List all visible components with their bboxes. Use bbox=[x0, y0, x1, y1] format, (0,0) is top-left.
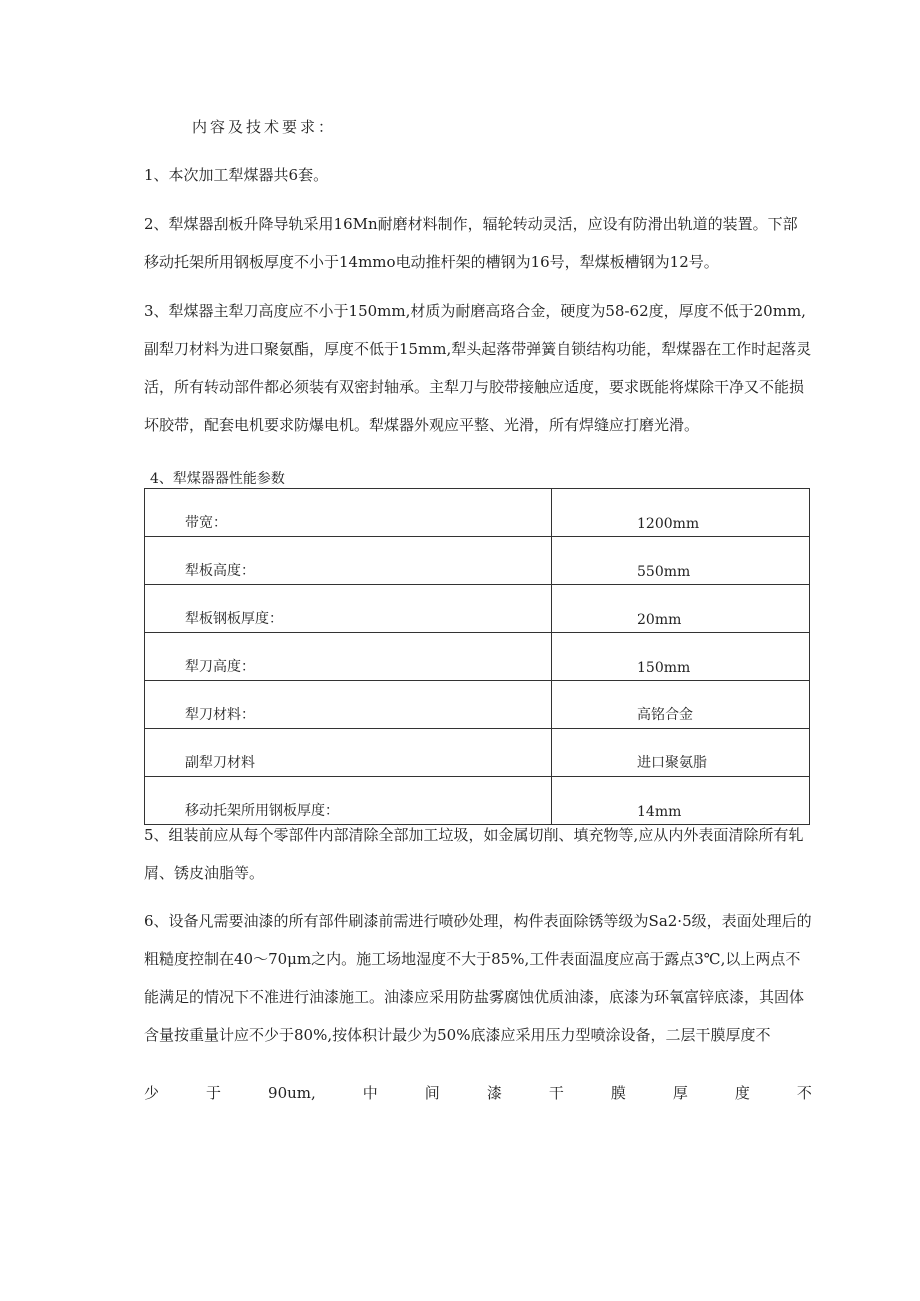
table-row bbox=[145, 681, 810, 729]
paragraph-2: 2、犁煤器刮板升降导轨采用16Mn耐磨材料制作，辐轮转动灵活，应设有防滑出轨道的装置。下部移动托架所用钢板厚度不小于14mmo电动推杆架的槽钢为16号，犁煤板槽钢为12号。 bbox=[144, 215, 798, 271]
line-word: 90um, bbox=[268, 1084, 316, 1102]
table-row bbox=[145, 633, 810, 681]
line-word: 厚 bbox=[672, 1084, 688, 1102]
paragraph-6: 6、设备凡需要油漆的所有部件刷漆前需进行喷砂处理，构件表面除锈等级为Sa2·5级，表面处理后的粗糙度控制在40～70μm之内。施工场地湿度不大于85%,工件表面温度应高于露点3℃,以上两点不能满足的情况下不准进行油漆施工。油漆应采用防盐雾腐蚀优质油漆，底漆为环氧富锌底漆，其固体含量按重量计应不少于80%,按体积计最少为50%底漆应采用压力型喷涂设备，二层干膜厚度不 bbox=[144, 912, 812, 1044]
line-word: 漆 bbox=[486, 1084, 502, 1102]
justified-last-line bbox=[144, 1074, 812, 1112]
param-label: 犁刀材料： bbox=[145, 681, 552, 729]
param-label: 犁板钢板厚度： bbox=[145, 585, 552, 633]
param-label: 犁刀高度： bbox=[145, 633, 552, 681]
table-row bbox=[145, 729, 810, 777]
param-label: 带宽： bbox=[145, 489, 552, 537]
table-title: 4、犁煤器器性能参数 bbox=[150, 471, 285, 487]
line-word: 不 bbox=[796, 1084, 812, 1102]
section-heading: 内容及技术要求： bbox=[192, 118, 337, 136]
table-row bbox=[145, 489, 810, 537]
param-value: 550mm bbox=[552, 537, 810, 585]
param-value: 高铭合金 bbox=[552, 681, 810, 729]
table-row bbox=[145, 537, 810, 585]
paragraph-5: 5、组装前应从每个零部件内部清除全部加工垃圾，如金属切削、填充物等,应从内外表面清除所有轧屑、锈皮油脂等。 bbox=[144, 826, 804, 882]
paragraph-3: 3、犁煤器主犁刀高度应不小于150mm,材质为耐磨高珞合金，硬度为58-62度，厚度不低于20mm,副犁刀材料为进口聚氨酯，厚度不低于15mm,犁头起落带弹簧自锁结构功能，犁煤器在工作时起落灵活，所有转动部件都必须装有双密封轴承。主犁刀与胶带接触应适度，要求既能将煤除干净又不能损坏胶带，配套电机要求防爆电机。犁煤器外观应平整、光滑，所有焊缝应打磨光滑。 bbox=[144, 302, 812, 434]
line-word: 度 bbox=[734, 1084, 750, 1102]
param-value: 20mm bbox=[552, 585, 810, 633]
param-label: 移动托架所用钢板厚度： bbox=[145, 777, 552, 825]
line-word: 于 bbox=[206, 1084, 222, 1102]
param-value: 150mm bbox=[552, 633, 810, 681]
spec-table bbox=[144, 488, 810, 825]
param-value: 1200mm bbox=[552, 489, 810, 537]
line-word: 少 bbox=[144, 1084, 160, 1102]
line-word: 中 bbox=[362, 1084, 378, 1102]
param-value: 14mm bbox=[552, 777, 810, 825]
line-word: 间 bbox=[424, 1084, 440, 1102]
param-label: 副犁刀材料 bbox=[145, 729, 552, 777]
line-word: 膜 bbox=[610, 1084, 626, 1102]
line-word: 干 bbox=[548, 1084, 564, 1102]
table-row bbox=[145, 585, 810, 633]
paragraph-1: 1、本次加工犁煤器共6套。 bbox=[144, 166, 329, 184]
param-label: 犁板高度： bbox=[145, 537, 552, 585]
param-value: 进口聚氨脂 bbox=[552, 729, 810, 777]
